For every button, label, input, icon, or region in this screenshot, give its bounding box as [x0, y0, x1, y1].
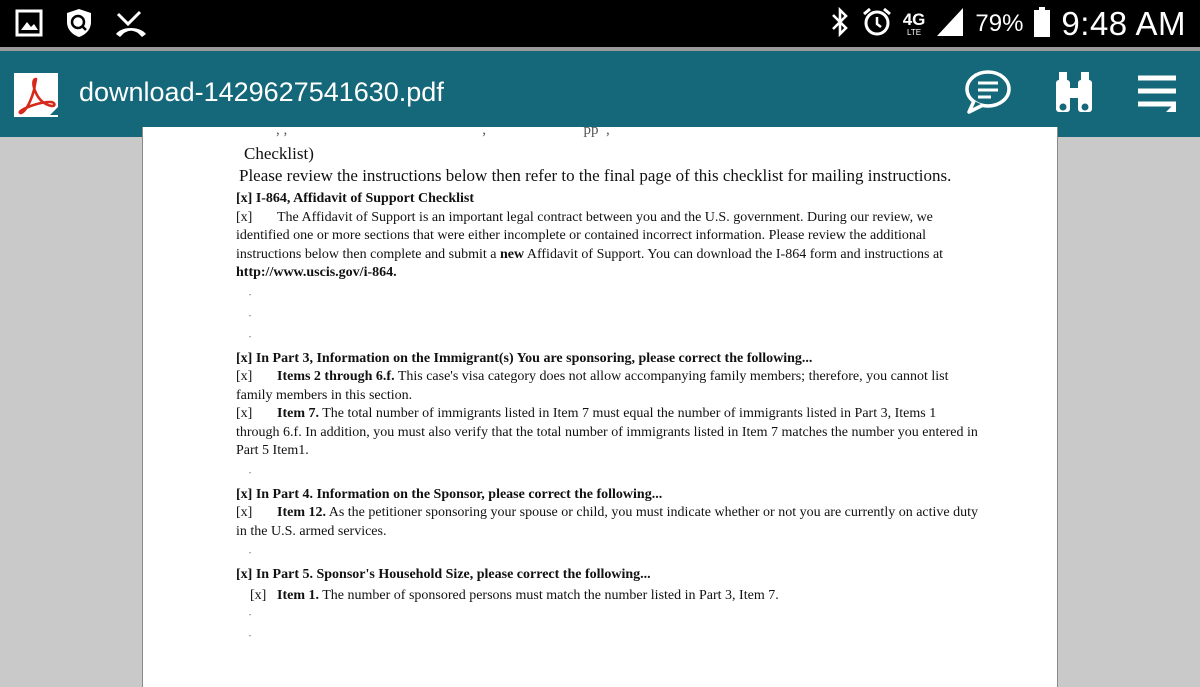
part3-item-2-6f: [236, 368, 981, 405]
item-label: Item 12.: [277, 505, 326, 520]
network-subtype: LTE: [906, 28, 922, 37]
part3-item-7: [236, 405, 981, 461]
item-text: This case's visa category does not allow accompanying family members; therefore, you cannot list family members in this section.: [236, 369, 949, 403]
pdf-page: [142, 122, 1058, 687]
part4-item-12: [236, 504, 981, 541]
shield-icon: [64, 7, 94, 44]
item-text: The total number of immigrants listed in Item 7 must equal the number of immigrants listed in Part 3, Items 1 through 6.f. In addition, you must also verify that the total number of immigrants listed in Item 7 matches the number you entered in Part 5 Item1.: [236, 406, 978, 458]
item-text: As the petitioner sponsoring your spouse or child, you must indicate whether or not you are currently on active duty in the U.S. armed services.: [236, 505, 979, 539]
intro-paragraph: Please review the instructions below then refer to the final page of this checklist for mailing instructions.: [239, 166, 952, 185]
small-mark: ": [249, 614, 252, 620]
section-heading-part5: [x] In Part 5. Sponsor's Household Size, please correct the following...: [236, 567, 651, 582]
section-i864-body: [236, 209, 981, 283]
body-bold: new: [500, 246, 525, 262]
small-mark: ": [249, 471, 252, 478]
body-text: Affidavit of Support. You can download the I-864 form and instructions at: [524, 246, 944, 262]
body-text: The Affidavit of Support is an important legal contract between you and the U.S. government. During our review, we identified one or more sections that were either incomplete or contained incorrect information. Please review the additional instructions below then complete and submit a: [236, 209, 933, 262]
checklist-line: Checklist): [244, 144, 314, 163]
small-mark: ": [249, 335, 252, 342]
signal-icon: [935, 6, 965, 43]
document-title: download-1429627541630.pdf: [79, 77, 444, 107]
cut-off-line: , , , pp ,: [276, 122, 610, 138]
check-mark: [x]: [250, 587, 267, 603]
part5-item-1: [236, 587, 981, 606]
clock: 9:48 AM: [1061, 5, 1186, 42]
small-mark: ": [249, 314, 252, 321]
battery-percent: 79%: [975, 10, 1024, 37]
check-mark: [x]: [236, 406, 253, 421]
section-heading-part3: [x] In Part 3, Information on the Immigrant(s) You are sponsoring, please correct the following...: [236, 350, 813, 366]
check-mark: [x]: [236, 505, 253, 520]
adobe-reader-icon[interactable]: [14, 73, 58, 117]
small-mark: ": [249, 552, 252, 558]
check-mark: [x]: [236, 209, 253, 225]
item-label: Item 1.: [277, 587, 319, 603]
check-mark: [x]: [236, 369, 253, 384]
gallery-icon: [14, 8, 44, 43]
item-label: Items 2 through 6.f.: [277, 369, 395, 384]
item-label: Item 7.: [277, 406, 319, 421]
section-heading-i864: [x] I-864, Affidavit of Support Checklist: [236, 191, 475, 206]
item-text: The number of sponsored persons must match the number listed in Part 3, Item 7.: [319, 587, 779, 603]
pdf-viewport[interactable]: [0, 122, 1200, 675]
search-binoculars-icon[interactable]: [1054, 70, 1094, 119]
section-heading-part4: [x] In Part 4. Information on the Sponsor, please correct the following...: [236, 486, 663, 502]
missed-call-icon: [114, 8, 148, 43]
network-indicator: [903, 11, 926, 37]
menu-icon[interactable]: [1136, 72, 1178, 117]
network-type: 4G: [902, 10, 926, 29]
status-bar: [0, 0, 1200, 47]
comment-icon[interactable]: [964, 69, 1012, 120]
battery-icon: [1033, 6, 1051, 43]
uscis-link[interactable]: http://www.uscis.gov/i-864.: [236, 265, 397, 280]
alarm-icon: [861, 6, 893, 43]
small-mark: ": [249, 635, 252, 641]
bluetooth-icon: [829, 6, 851, 43]
small-mark: ": [249, 293, 252, 300]
page-content: [236, 122, 981, 649]
